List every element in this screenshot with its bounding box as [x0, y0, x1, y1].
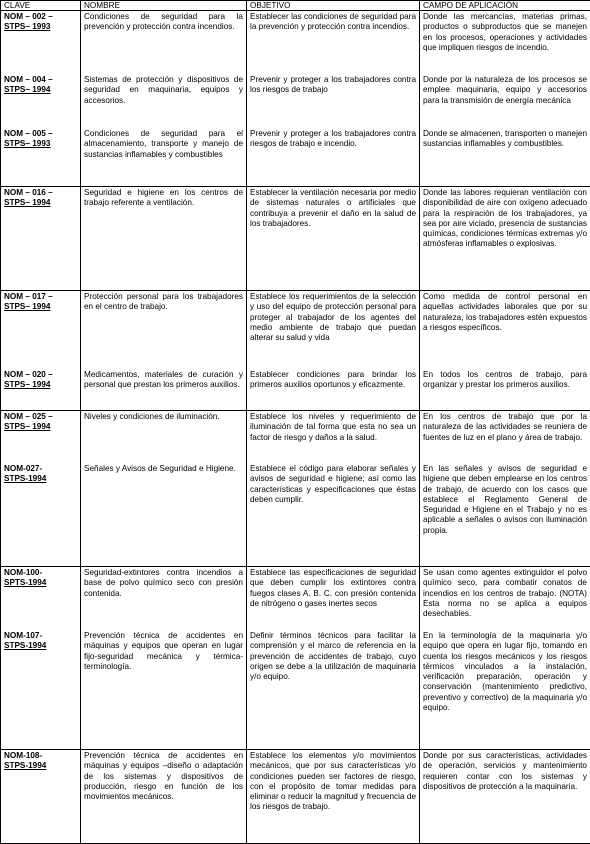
clave-cell — [1, 291, 81, 411]
nombre-text: Condiciones de seguridad para el almacenamiento, transporte y manejo de sustancias inflamables y combustibles — [84, 129, 243, 159]
nombre-text: Sistemas de protección y dispositivos de seguridad en maquinaria, equipos y accesorios. — [84, 75, 243, 105]
nombre-cell — [81, 291, 247, 411]
clave-code: STPS– 1993 — [4, 139, 51, 149]
clave-code: NOM-027- — [4, 464, 43, 473]
objetivo-text: Establecer las condiciones de seguridad para la prevención y protección contra incendios. — [250, 12, 416, 32]
header-nombre: NOMBRE — [81, 1, 247, 11]
clave-cell — [1, 187, 81, 291]
clave-code: NOM-100- — [4, 568, 43, 577]
campo-cell — [420, 567, 590, 750]
clave-code: STPS– 1993 — [4, 22, 51, 32]
objetivo-cell — [247, 11, 420, 187]
objetivo-cell — [247, 291, 420, 411]
table-row — [1, 411, 590, 567]
campo-cell: Donde las labores requieran ventilación con disponibilidad de aire con oxígeno adecuado para la respiración de los trabajadores, ya sea por aire viciado, presencia de sustancias químicas, condiciones térmicas extremas y/o atmósferas inflamables o explosivas. — [420, 187, 590, 291]
nombre-text: Prevención técnica de accidentes en máquinas y equipos que operan en lugar fijo-seguridad mecánica y térmica-terminología. — [84, 631, 243, 671]
objetivo-cell — [247, 567, 420, 750]
objetivo-text: Establece los niveles y requerimiento de iluminación de tal forma que esta no sea un factor de riesgo y daños a la salud. — [250, 412, 416, 442]
campo-text: Donde por la naturaleza de los procesos se emplee maquinaria, equipo y accesorios para la transmisión de energía mecánica — [423, 75, 587, 105]
clave-code: STPS– 1994 — [4, 85, 51, 95]
clave-code: NOM – 025 – — [4, 412, 53, 421]
clave-code: NOM – 016 – — [4, 188, 53, 197]
clave-cell — [1, 411, 81, 567]
clave-code: NOM-108- — [4, 751, 43, 760]
nombre-text: Protección personal para los trabajadores en el centro de trabajo. — [84, 292, 243, 312]
objetivo-text: Definir términos técnicos para facilitar la comprensión y el marco de referencia en la prevención de accidentes de trabajo, cuyo origen se debe a la utilización de maquinaria y/o equipo. — [250, 631, 416, 682]
clave-code: STPS-1994 — [4, 761, 47, 771]
campo-text: En las señales y avisos de seguridad e higiene que deben emplearse en los centros de trabajo, de acuerdo con los casos que establece el Reglamento General de Seguridad e Higiene en el Trabajo y no es aplicable a señales o avisos con iluminación propia. — [423, 464, 587, 535]
objetivo-text: Establecer condiciones para brindar los primeros auxilios oportunos y eficazmente. — [250, 370, 416, 390]
nombre-cell: Seguridad e higiene en los centros de trabajo referente a ventilación. — [81, 187, 247, 291]
campo-cell — [420, 11, 590, 187]
table-row — [1, 567, 590, 750]
nombre-text: Señales y Avisos de Seguridad e Higiene. — [84, 464, 236, 473]
table-row — [1, 291, 590, 411]
table-header-row — [1, 1, 590, 11]
clave-code: STPS– 1994 — [4, 198, 51, 208]
nombre-text: Seguridad-extintores contra incendios a base de polvo químico seco con presión contenida. — [84, 568, 243, 598]
clave-cell — [1, 567, 81, 750]
clave-code: NOM – 005 – — [4, 129, 53, 138]
clave-code: NOM – 002 – — [4, 12, 53, 21]
nombre-text: Condiciones de seguridad para la prevención y protección contra incendios. — [84, 12, 243, 32]
clave-code: SPTS-1994 — [4, 578, 47, 588]
clave-code: STPS– 1994 — [4, 302, 51, 312]
campo-text: En la terminología de la maquinaria y/o equipo que opera en lugar fijo, tomando en cuenta los riesgos mecánicos y los riesgos térmicos vinculados a la instalación, verificación preparación, operación y conservación (mantenimiento predictivo, preventivo y correctivo) de la maquinaria y/o equipo. — [423, 631, 587, 713]
nombre-cell — [81, 411, 247, 567]
objetivo-cell — [247, 411, 420, 567]
objetivo-text: Establece el código para elaborar señales y avisos de seguridad e higiene; así como las características y especificaciones que éstas deben cumplir. — [250, 464, 416, 504]
campo-text: En los centros de trabajo que por la naturaleza de las actividades se reuniera de fuentes de luz en el plano y área de trabajo. — [423, 412, 587, 442]
clave-code: NOM-107- — [4, 631, 43, 640]
campo-cell — [420, 291, 590, 411]
clave-code: NOM – 017 – — [4, 292, 53, 301]
header-clave: CLAVE — [1, 1, 81, 11]
clave-code: STPS-1994 — [4, 641, 47, 651]
objetivo-cell: Establece los elementos y/o movimientos mecánicos, que por sus características y/o condiciones pueden ser factores de riesgo, con el propósito de tomar medidas para eliminar o reducir la magnitud y frecuencia de los riesgos de trabajo. — [247, 750, 420, 844]
header-objetivo: OBJETIVO — [247, 1, 420, 11]
clave-cell — [1, 750, 81, 844]
nombre-text: Niveles y condiciones de iluminación. — [84, 412, 220, 421]
objetivo-text: Establece los requerimientos de la selección y uso del equipo de protección personal para proteger al trabajador de los agentes del medio ambiente de trabajo que puedan alterar su salud y vida — [250, 292, 416, 343]
campo-text: Como medida de control personal en aquellas actividades laborales que por su naturaleza, los trabajadores estén expuestos a riesgos específicos. — [423, 292, 587, 332]
table-row — [1, 11, 590, 187]
campo-text: Se usan como agentes extinguidor el polvo químico seco, para combatir conatos de incendios en los centros de trabajo. (NOTA) Esta norma no se aplica a equipos desechables. — [423, 568, 587, 619]
campo-text: Donde se almacenen, transporten o manejen sustancias inflamables y combustibles. — [423, 129, 587, 149]
objetivo-text: Establece las especificaciones de seguridad que deben cumplir los extintores contra fuegos clases A. B. C. con presión contenida de nitrógeno o gases inertes secos — [250, 568, 416, 608]
header-campo: CAMPO DE APLICACIÓN — [420, 1, 590, 11]
campo-cell — [420, 411, 590, 567]
campo-cell: Donde por sus características, actividades de operación, servicios y mantenimiento requieren contar con los sistemas y dispositivos de protección a la maquinaria. — [420, 750, 590, 844]
clave-code: STPS-1994 — [4, 474, 47, 484]
clave-code: STPS– 1994 — [4, 380, 51, 390]
clave-cell — [1, 11, 81, 187]
objetivo-cell: Establecer la ventilación necesaria por medio de sistemas naturales o artificiales que contribuya a prevenir el daño en la salud de los trabajadores. — [247, 187, 420, 291]
clave-code: STPS– 1994 — [4, 422, 51, 432]
objetivo-text: Prevenir y proteger a los trabajadores contra los riesgos de trabajo — [250, 75, 416, 95]
clave-code: NOM – 004 – — [4, 75, 53, 84]
nombre-cell — [81, 567, 247, 750]
table-row — [1, 750, 590, 844]
nombre-text: Medicamentos, materiales de curación y personal que prestan los primeros auxilios. — [84, 370, 243, 390]
table-row — [1, 187, 590, 291]
nombre-cell — [81, 11, 247, 187]
nombre-cell: Prevención técnica de accidentes en máquinas y equipos –diseño o adaptación de los sistemas y dispositivos de producción, riesgo en función de los movimientos mecánicos. — [81, 750, 247, 844]
objetivo-text: Prevenir y proteger a los trabajadores contra riesgos de trabajo e incendio. — [250, 129, 416, 149]
campo-text: En todos los centros de trabajo, para organizar y prestar los primeros auxilios. — [423, 370, 587, 390]
campo-text: Donde las mercancías, materias primas, productos o subproductos que se manejen en los procesos, operaciones y actividades que impliquen riesgos de incendio. — [423, 12, 587, 52]
clave-code: NOM – 020 – — [4, 370, 53, 379]
